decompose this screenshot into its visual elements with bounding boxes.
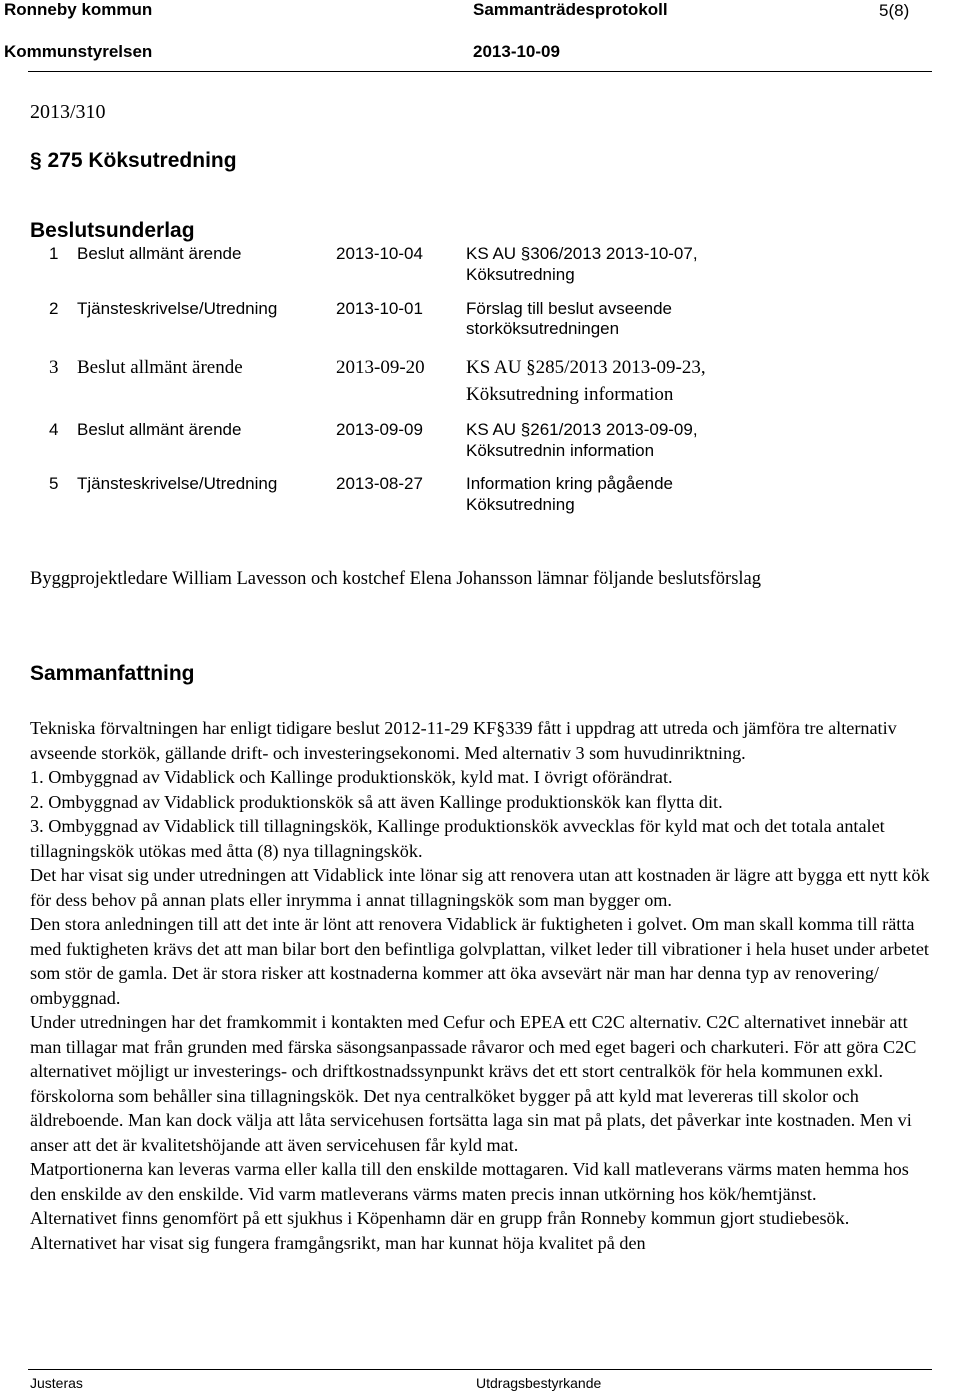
basis-item-date: 2013-09-09 [336, 420, 423, 439]
basis-item-number: 1 [49, 244, 59, 263]
header-doc-type: Sammanträdesprotokoll [473, 0, 668, 19]
basis-item-number: 2 [49, 299, 59, 318]
footer-justeras: Justeras [30, 1375, 83, 1391]
header-page-number: 5(8) [879, 1, 910, 20]
basis-item-reference: KS AU §306/2013 2013-10-07, [466, 244, 698, 263]
basis-item-date: 2013-09-20 [336, 357, 425, 378]
basis-item-reference: KS AU §285/2013 2013-09-23, [466, 357, 706, 378]
case-number: 2013/310 [30, 101, 106, 123]
summary-list-item: 3. Ombyggnad av Vidablick till tillagningskök, Kallinge produktionskök avvecklas för kyld mat och det totala antalet tillagningskök utökas med åtta (8) nya tillagningskök. [30, 816, 885, 861]
summary-list-item: 2. Ombyggnad av Vidablick produktionskök så att även Kallinge produktionskök kan flytta dit. [30, 791, 723, 812]
basis-item-reference-cont: storköksutredningen [466, 319, 620, 338]
basis-item-date: 2013-10-04 [336, 244, 423, 263]
summary-list-item: 1. Ombyggnad av Vidablick och Kallinge produktionskök, kyld mat. I övrigt oförändrat. [30, 767, 673, 787]
basis-item-number: 4 [49, 420, 59, 439]
basis-item-reference-cont: Köksutredning information [466, 384, 674, 405]
summary-heading: Sammanfattning [30, 662, 195, 685]
header-org: Ronneby kommun [4, 0, 153, 19]
basis-item-type: Beslut allmänt ärende [77, 420, 242, 439]
basis-item-date: 2013-10-01 [336, 299, 423, 318]
summary-paragraph: Alternativet finns genomfört på ett sjukhus i Köpenhamn där en grupp från Ronneby kommun gjort studiebesök. Alternativet har visat sig fungera framgångsrikt, man har kunnat höja kvalitet på den [30, 1208, 850, 1253]
basis-item-type: Tjänsteskrivelse/Utredning [77, 299, 278, 318]
basis-item-reference: Information kring pågående [466, 474, 673, 493]
basis-item-type: Beslut allmänt ärende [77, 244, 242, 263]
summary-paragraph: Den stora anledningen till att det inte är lönt att renovera Vidablick är fuktigheten i golvet. Om man skall komma till rätta med fuktigheten krävs det att man bilar bort den befintliga golvplattan, vilket leder till vibrationer i hela huset under arbetet som stör de gamla. Det är stora risker att kostnaderna kommer att öka avsevärt när man har denna typ av renovering/ ombyggnad. [30, 914, 929, 1008]
basis-item-reference: Förslag till beslut avseende [466, 299, 673, 318]
header-date: 2013-10-09 [473, 42, 560, 61]
basis-item-number: 3 [49, 357, 59, 378]
basis-item-number: 5 [49, 474, 59, 493]
summary-paragraph: Under utredningen har det framkommit i kontakten med Cefur och EPEA ett C2C alternativ. C2C alternativet innebär att man tillagar mat från grunden med färska säsongsanpassade råvaror och med eget bageri och charkuteri. För att göra C2C alternativet möjligt ur investerings- och driftkostnadssynpunkt krävs det ett stort centralkök för hela kommunen exkl. förskolorna som behåller sina tillagningskök. Det nya centralköket bygger på att kyld mat levereras till skolor och äldreboende. Man kan dock välja att låta servicehusen fortsätta laga sin mat på plats, det påverkar inte kostnaden. Men vi anser att det är kvalitetshöjande att även servicehusen får kyld mat. [30, 1012, 917, 1155]
proposal-intro: Byggprojektledare William Lavesson och kostchef Elena Johansson lämnar följande beslutsförslag [30, 569, 762, 589]
basis-heading: Beslutsunderlag [30, 219, 195, 242]
basis-item-reference-cont: Köksutredning [466, 265, 575, 284]
basis-item-type: Tjänsteskrivelse/Utredning [77, 474, 278, 493]
page-title: § 275 Köksutredning [30, 149, 237, 172]
basis-item-reference-cont: Köksutredning [466, 495, 575, 514]
footer-utdragsbestyrkande: Utdragsbestyrkande [476, 1375, 602, 1391]
header-body: Kommunstyrelsen [4, 42, 153, 61]
summary-paragraph: Matportionerna kan leveras varma eller kalla till den enskilde mottagaren. Vid kall matleverans värms maten hemma hos den enskilde av den enskilde. Vid varm matleverans värms maten precis innan utkörning hos kök/hemtjänst. [30, 1159, 909, 1204]
basis-item-date: 2013-08-27 [336, 474, 423, 493]
header-rule [28, 71, 932, 72]
basis-item-reference: KS AU §261/2013 2013-09-09, [466, 420, 698, 439]
summary-paragraph: Det har visat sig under utredningen att Vidablick inte lönar sig att renovera utan att kostnaden är lägre att bygga ett nytt kök för dess behov på annan plats eller inrymma i annat tillagningskök som man bygger om. [30, 865, 930, 910]
summary-body [30, 716, 930, 1255]
basis-item-type: Beslut allmänt ärende [77, 357, 243, 378]
basis-item-reference-cont: Köksutrednin information [466, 441, 655, 460]
footer-rule [28, 1369, 932, 1370]
summary-paragraph: Tekniska förvaltningen har enligt tidigare beslut 2012-11-29 KF§339 fått i uppdrag att utreda och jämföra tre alternativ avseende storkök, gällande drift- och investeringsekonomi. Med alternativ 3 som huvudinriktning. [30, 718, 897, 763]
